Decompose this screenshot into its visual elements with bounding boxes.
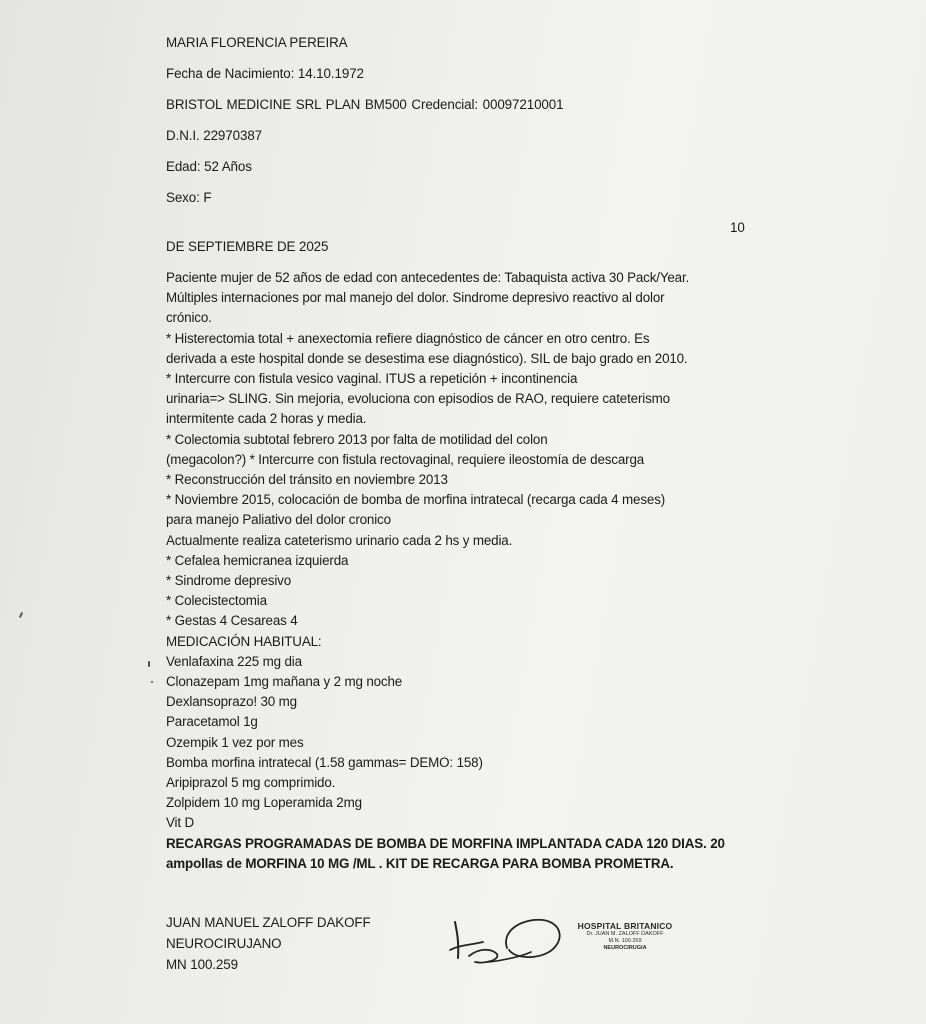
body-line: MEDICACIÓN HABITUAL:: [166, 633, 322, 649]
body-line: Ozempik 1 vez por mes: [166, 734, 304, 750]
body-line: * Colectomia subtotal febrero 2013 por falta de motilidad del colon: [166, 431, 548, 447]
body-line: Paciente mujer de 52 años de edad con antecedentes de: Tabaquista activa 30 Pack/Year.: [166, 270, 690, 285]
body-line: Venlafaxina 225 mg dia: [166, 653, 302, 669]
stamp-hospital-name: HOSPITAL BRITANICO: [577, 921, 673, 931]
stamp-doctor-name: Dr. JUAN M. ZALOFF DAKOFF: [586, 931, 664, 937]
stamp-license: M.N. 100.259: [608, 938, 642, 944]
age-line: Edad: 52 Años: [166, 159, 252, 174]
body-line: Clonazepam 1mg mañana y 2 mg noche: [166, 674, 403, 690]
doctor-specialty: NEUROCIRUJANO: [166, 936, 282, 951]
date-day: 10: [730, 220, 745, 235]
body-line: * Cefalea hemicranea izquierda: [166, 552, 349, 568]
body-line: * Intercurre con fistula vesico vaginal. ITUS a repetición + incontinencia: [166, 371, 578, 387]
paper-mark: [19, 612, 23, 618]
stamp-specialty: NEUROCIRUGIA: [603, 945, 647, 951]
date-month-year: DE SEPTIEMBRE DE 2025: [166, 239, 329, 254]
body-line: crónico.: [166, 310, 212, 326]
sex-line: Sexo: F: [166, 190, 212, 205]
doctor-name: JUAN MANUEL ZALOFF DAKOFF: [166, 915, 371, 930]
body-line: * Reconstrucción del tránsito en noviembre 2013: [166, 472, 448, 488]
body-line: RECARGAS PROGRAMADAS DE BOMBA DE MORFINA IMPLANTADA CADA 120 DIAS. 20: [166, 835, 725, 851]
birth-date: Fecha de Nacimiento: 14.10.1972: [166, 66, 364, 81]
body-line: * Sindrome depresivo: [166, 573, 292, 589]
body-line: Actualmente realiza cateterismo urinario cada 2 hs y media.: [166, 532, 513, 548]
hospital-stamp: [570, 921, 680, 952]
body-line: * Noviembre 2015, colocación de bomba de morfina intratecal (recarga cada 4 meses): [166, 492, 666, 508]
body-line: Bomba morfina intratecal (1.58 gammas= DEMO: 158): [166, 754, 483, 770]
body-line: Dexlansoprazo! 30 mg: [166, 694, 297, 710]
paper-mark: [151, 681, 153, 683]
handwritten-signature: [445, 912, 570, 977]
paper-mark: [148, 661, 150, 667]
body-line: * Colecistectomia: [166, 593, 267, 609]
body-line: ampollas de MORFINA 10 MG /ML . KIT DE RECARGA PARA BOMBA PROMETRA.: [166, 855, 674, 871]
body-line: Zolpidem 10 mg Loperamida 2mg: [166, 795, 362, 811]
body-line: Múltiples internaciones por mal manejo del dolor. Sindrome depresivo reactivo al dolor: [166, 290, 665, 306]
body-line: intermitente cada 2 horas y media.: [166, 411, 367, 427]
doctor-license: MN 100.259: [166, 957, 238, 972]
body-line: * Gestas 4 Cesareas 4: [166, 613, 298, 629]
insurance-line: BRISTOL MEDICINE SRL PLAN BM500 Credencial: 00097210001: [166, 97, 564, 112]
body-line: * Histerectomia total + anexectomia refiere diagnóstico de cáncer en otro centro. Es: [166, 330, 650, 346]
dni-line: D.N.I. 22970387: [166, 128, 263, 143]
body-line: Vit D: [166, 815, 195, 831]
body-line: Aripiprazol 5 mg comprimido.: [166, 775, 336, 791]
body-line: (megacolon?) * Intercurre con fistula rectovaginal, requiere ileostomía de descarga: [166, 451, 645, 467]
patient-name: MARIA FLORENCIA PEREIRA: [166, 35, 348, 50]
body-line: urinaria=> SLING. Sin mejoria, evoluciona con episodios de RAO, requiere cateterismo: [166, 391, 670, 407]
body-line: Paracetamol 1g: [166, 714, 258, 730]
body-line: derivada a este hospital donde se desestima ese diagnóstico). SIL de bajo grado en 2010.: [166, 350, 688, 366]
clinical-history: [166, 268, 766, 874]
body-line: para manejo Paliativo del dolor cronico: [166, 512, 391, 528]
